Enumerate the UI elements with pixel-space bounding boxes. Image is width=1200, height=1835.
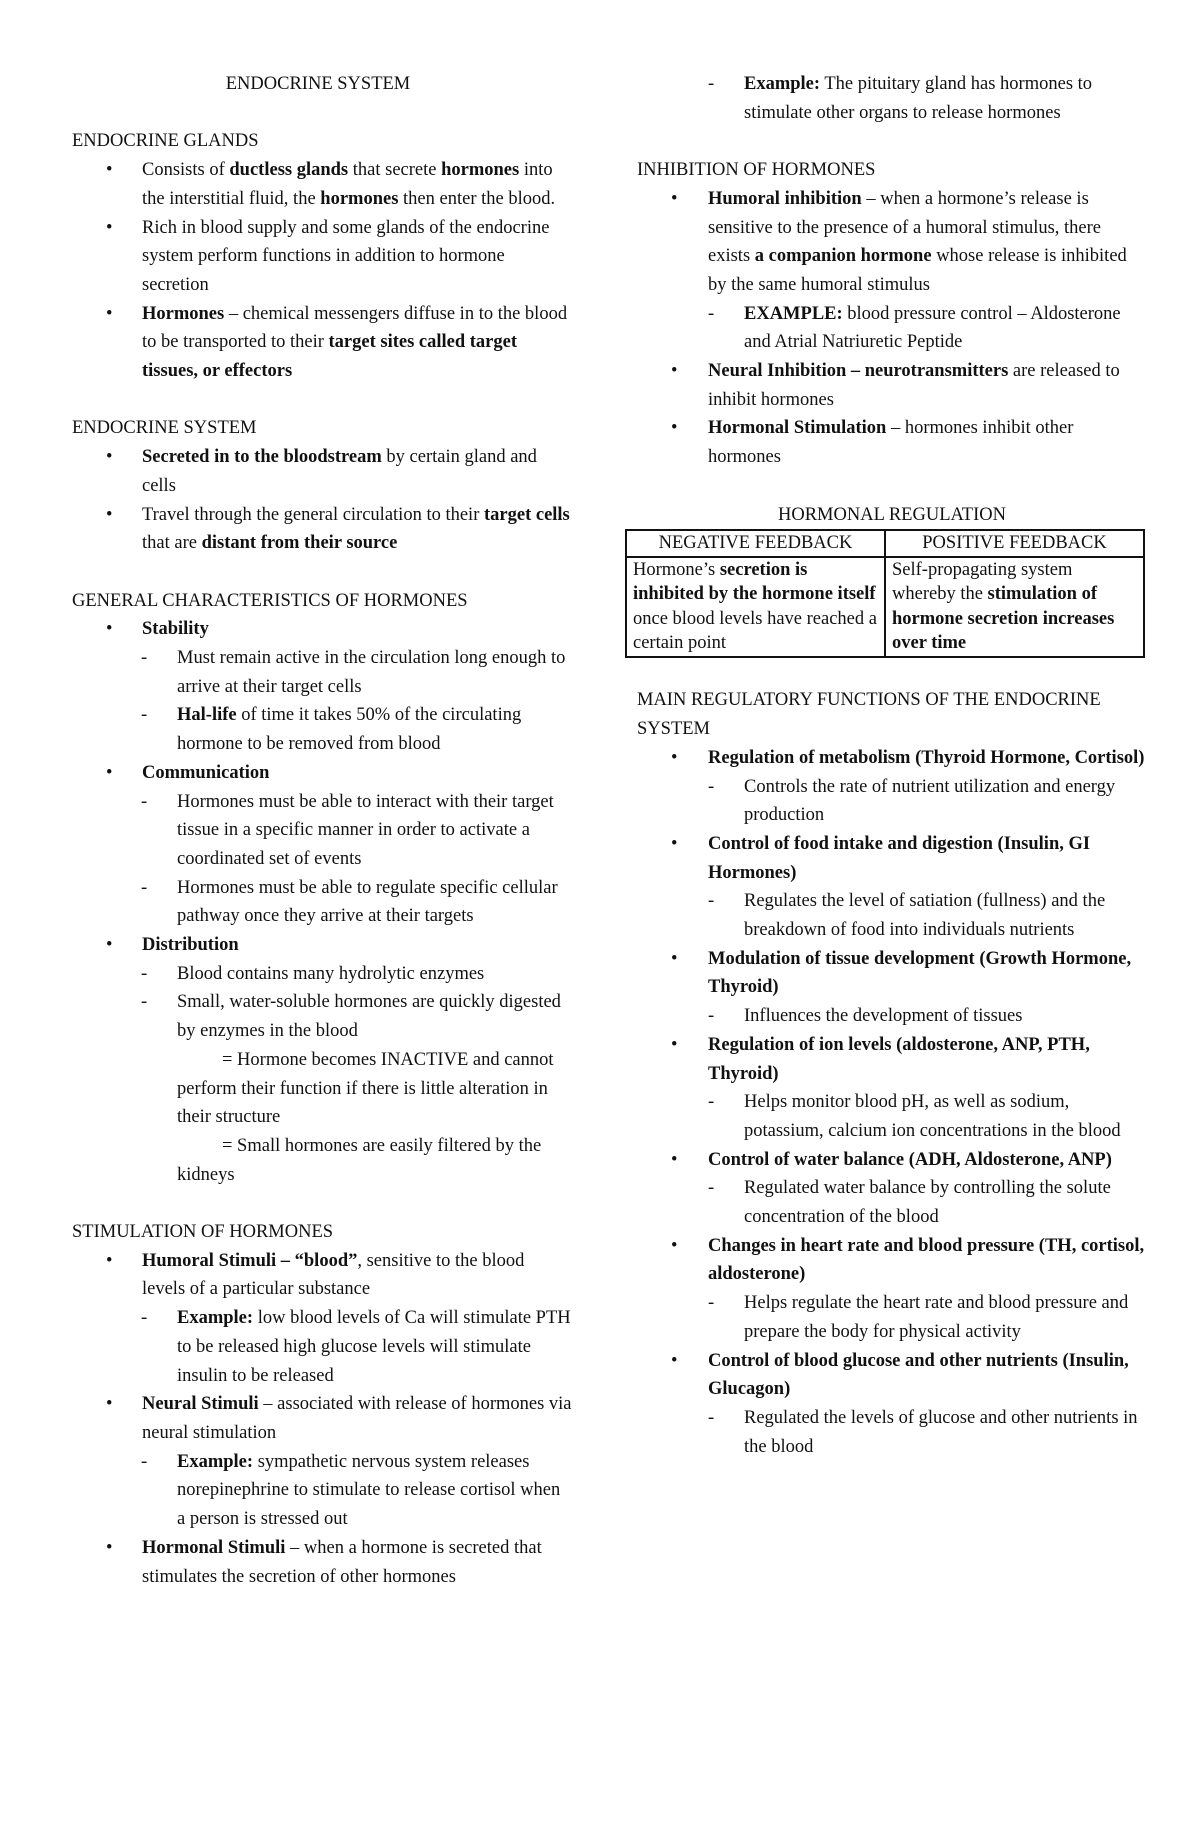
- list-item: • Control of food intake and digestion (Insulin, GI Hormones): [637, 830, 1147, 887]
- list-item: • Regulation of metabolism (Thyroid Hormone, Cortisol): [637, 744, 1147, 773]
- list-item: • Rich in blood supply and some glands of the endocrine system perform functions in addition to hormone secretion: [72, 214, 572, 300]
- result-note: = Hormone becomes INACTIVE and cannot perform their function if there is little alteration in their structure: [177, 1049, 554, 1128]
- left-column: [72, 70, 572, 1591]
- document-title: ENDOCRINE SYSTEM: [225, 74, 411, 94]
- sub-list-item: - Example: low blood levels of Ca will stimulate PTH to be released high glucose levels will stimulate insulin to be released: [72, 1304, 572, 1390]
- negative-feedback-cell: Hormone’s secretion is inhibited by the hormone itself once blood levels have reached a certain point: [626, 557, 885, 657]
- list-item: • Control of blood glucose and other nutrients (Insulin, Glucagon): [637, 1347, 1147, 1404]
- list-item: • Regulation of ion levels (aldosterone, ANP, PTH, Thyroid): [637, 1031, 1147, 1088]
- hormonal-regulation-heading: HORMONAL REGULATION: [778, 504, 1006, 525]
- sub-list-item: - Hal-life of time it takes 50% of the circulating hormone to be removed from blood: [72, 701, 572, 758]
- positive-feedback-header: POSITIVE FEEDBACK: [885, 530, 1144, 557]
- list-item: • Humoral Stimuli – “blood”, sensitive to the blood levels of a particular substance: [72, 1247, 572, 1304]
- list-item: • Travel through the general circulation to their target cells that are distant from their source: [72, 501, 572, 558]
- sub-list-item: - Example: The pituitary gland has hormones to stimulate other organs to release hormones: [637, 70, 1147, 127]
- list-item: • Hormonal Stimulation – hormones inhibit other hormones: [637, 414, 1147, 471]
- negative-feedback-header: NEGATIVE FEEDBACK: [626, 530, 885, 557]
- sub-list-item: - Must remain active in the circulation long enough to arrive at their target cells: [72, 644, 572, 701]
- regulatory-functions-heading: MAIN REGULATORY FUNCTIONS OF THE ENDOCRINE SYSTEM: [637, 690, 1101, 740]
- right-column: [633, 70, 1147, 1461]
- list-item: • Modulation of tissue development (Growth Hormone, Thyroid): [637, 945, 1147, 1002]
- list-item: • Changes in heart rate and blood pressure (TH, cortisol, aldosterone): [637, 1232, 1147, 1289]
- inhibition-heading: INHIBITION OF HORMONES: [637, 160, 876, 181]
- sub-list-item: - Helps monitor blood pH, as well as sodium, potassium, calcium ion concentrations in the blood: [637, 1088, 1147, 1145]
- positive-feedback-cell: Self-propagating system whereby the stimulation of hormone secretion increases over time: [885, 557, 1144, 657]
- table-header-row: [626, 530, 1144, 557]
- sub-list-item: - Blood contains many hydrolytic enzymes: [72, 960, 572, 989]
- list-item: • Control of water balance (ADH, Aldosterone, ANP): [637, 1146, 1147, 1175]
- sub-list-item: - Regulated water balance by controlling the solute concentration of the blood: [637, 1174, 1147, 1231]
- list-item: • Hormonal Stimuli – when a hormone is secreted that stimulates the secretion of other hormones: [72, 1534, 572, 1591]
- list-item: • Consists of ductless glands that secrete hormones into the interstitial fluid, the hormones then enter the blood.: [72, 156, 572, 213]
- general-characteristics-heading: GENERAL CHARACTERISTICS OF HORMONES: [72, 590, 468, 611]
- sub-list-item: - Example: sympathetic nervous system releases norepinephrine to stimulate to release cortisol when a person is stressed out: [72, 1448, 572, 1534]
- stimulation-heading: STIMULATION OF HORMONES: [72, 1222, 334, 1243]
- list-item: • Neural Stimuli – associated with release of hormones via neural stimulation: [72, 1390, 572, 1447]
- sub-list-item: - Regulated the levels of glucose and other nutrients in the blood: [637, 1404, 1147, 1461]
- list-item: • Secreted in to the bloodstream by certain gland and cells: [72, 443, 572, 500]
- list-item: • Stability: [72, 615, 572, 644]
- endocrine-glands-heading: ENDOCRINE GLANDS: [72, 131, 259, 152]
- list-item: • Communication: [72, 759, 572, 788]
- sub-list-item: - EXAMPLE: blood pressure control – Aldosterone and Atrial Natriuretic Peptide: [637, 300, 1147, 357]
- endocrine-system-heading: ENDOCRINE SYSTEM: [72, 418, 257, 439]
- sub-list-item: - Controls the rate of nutrient utilization and energy production: [637, 773, 1147, 830]
- list-item: • Distribution: [72, 931, 572, 960]
- sub-list-item: - Helps regulate the heart rate and blood pressure and prepare the body for physical activity: [637, 1289, 1147, 1346]
- hormonal-regulation-table: [625, 529, 1145, 658]
- sub-list-item: - Regulates the level of satiation (fullness) and the breakdown of food into individuals nutrients: [637, 887, 1147, 944]
- sub-list-item: - Influences the development of tissues: [637, 1002, 1147, 1031]
- result-note: = Small hormones are easily filtered by the kidneys: [177, 1135, 542, 1185]
- list-item: • Humoral inhibition – when a hormone’s release is sensitive to the presence of a humoral stimulus, there exists a companion hormone whose release is inhibited by the same humoral stimulus: [637, 185, 1147, 300]
- sub-list-item: - Hormones must be able to interact with their target tissue in a specific manner in order to activate a coordinated set of events: [72, 788, 572, 874]
- table-row: [626, 557, 1144, 657]
- sub-list-item: - Small, water-soluble hormones are quickly digested by enzymes in the blood: [72, 988, 572, 1045]
- list-item: • Hormones – chemical messengers diffuse in to the blood to be transported to their target sites called target tissues, or effectors: [72, 300, 572, 386]
- list-item: • Neural Inhibition – neurotransmitters are released to inhibit hormones: [637, 357, 1147, 414]
- sub-list-item: - Hormones must be able to regulate specific cellular pathway once they arrive at their targets: [72, 874, 572, 931]
